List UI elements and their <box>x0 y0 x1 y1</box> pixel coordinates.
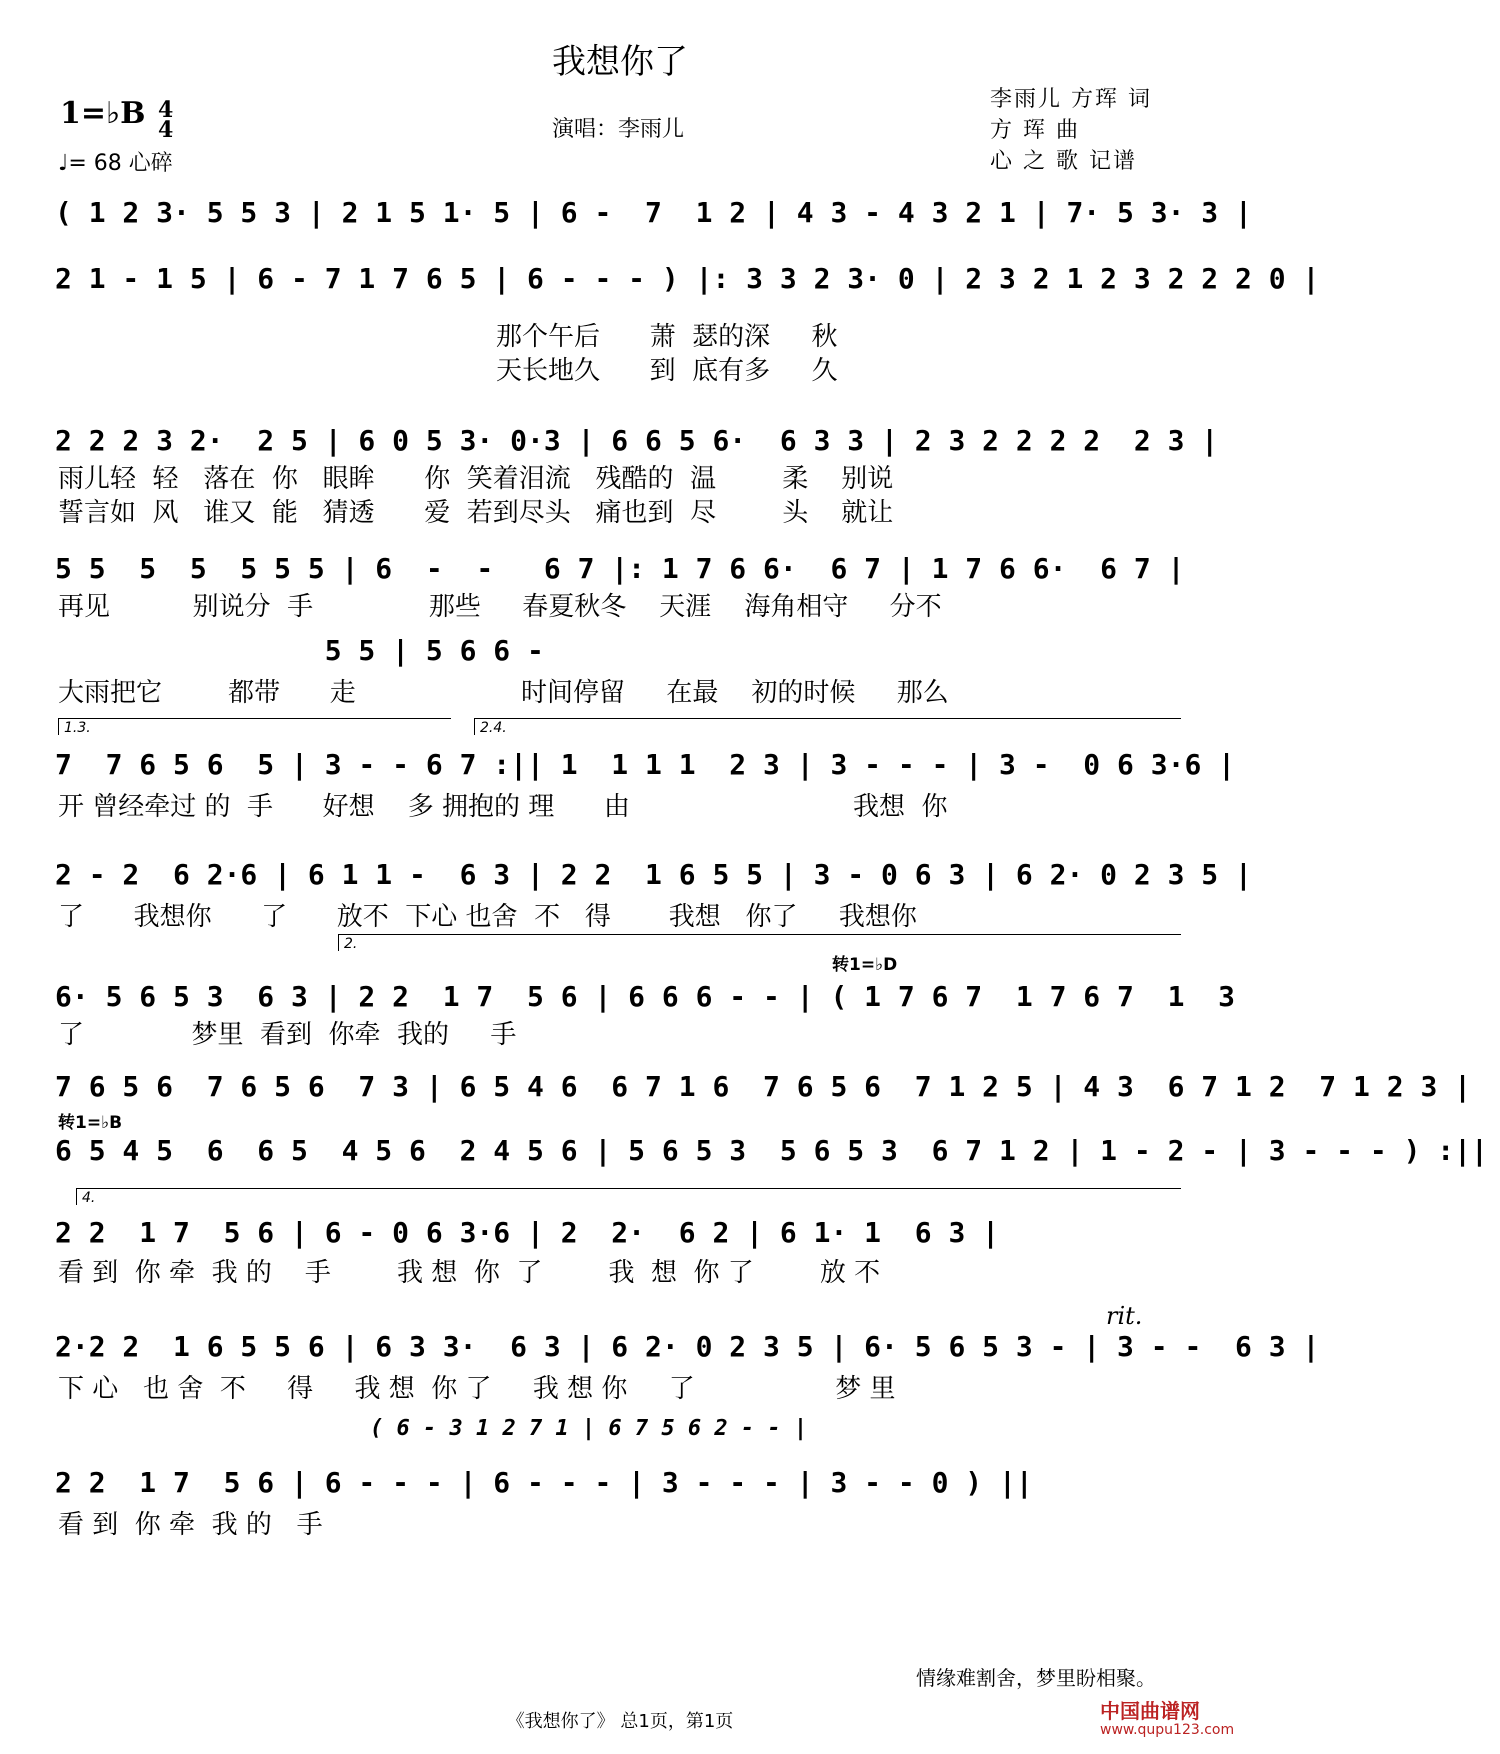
credits <box>990 84 1152 177</box>
credit-composer: 方 珲 曲 <box>990 118 1080 143</box>
staff-line-8: 7 6 5 6 7 6 5 6 7 3 | 6 5 4 6 6 7 1 6 7 6 5 6 7 1 2 5 | 4 3 6 7 1 2 7 1 2 3 | <box>55 1070 1472 1103</box>
closing-motto: 情缘难割舍，梦里盼相聚。 <box>916 1666 1156 1690</box>
lyric-line-11: 下 心 也 舍 不 得 我 想 你 了 我 想 你 了 梦 里 <box>58 1374 896 1404</box>
volta-4: 4. <box>82 1190 96 1206</box>
staff-line-9: 6 5 4 5 6 6 5 4 5 6 2 4 5 6 | 5 6 5 3 5 6 5 3 6 7 1 2 | 1 - 2 - | 3 - - - ) :|| <box>55 1134 1488 1167</box>
credit-transcriber: 心 之 歌 记谱 <box>990 149 1137 174</box>
volta-bracket-1 <box>58 718 451 735</box>
volta-2: 2.4. <box>480 720 507 736</box>
page-title: 我想你了 <box>552 42 688 82</box>
singer: 演唱：李雨儿 <box>552 117 685 142</box>
staff-line-3: 2 2 2 3 2· 2 5 | 6 0 5 3· 0·3 | 6 6 5 6· 6 3 3 | 2 3 2 2 2 2 2 3 | <box>55 424 1219 457</box>
lyric-line-10: 看 到 你 牵 我 的 手 我 想 你 了 我 想 你 了 放 不 <box>58 1258 881 1288</box>
staff-line-5: 7 7 6 5 6 5 | 3 - - 6 7 :|| 1 1 1 1 2 3 | 3 - - - | 3 - 0 6 3·6 | <box>55 748 1236 781</box>
volta-1: 1.3. <box>64 720 91 736</box>
modulation-marker-2: 转1=♭B <box>58 1113 123 1133</box>
lyric-line-2b: 天长地久 到 底有多 久 <box>58 356 838 386</box>
watermark-logo: 中国曲谱网 <box>1100 1699 1200 1723</box>
staff-line-4b: 5 5 | 5 6 6 - <box>55 634 544 667</box>
lyric-line-7: 了 梦里 看到 你牵 我的 手 <box>58 1020 517 1050</box>
tempo: ♩= 68 心碎 <box>58 151 173 176</box>
lyric-line-12: 看 到 你 牵 我 的 手 <box>58 1510 323 1540</box>
volta-bracket-4 <box>76 1188 1181 1205</box>
volta-bracket-3 <box>338 934 1181 951</box>
ritardando-marking: rit. <box>1106 1302 1143 1330</box>
time-signature <box>158 97 174 143</box>
lyric-line-2a: 那个午后 萧 瑟的深 秋 <box>58 322 838 352</box>
time-top: 4 <box>158 97 174 123</box>
staff-line-12: 2 2 1 7 5 6 | 6 - - - | 6 - - - | 3 - - - | 3 - - 0 ) || <box>55 1466 1033 1499</box>
lyric-line-3a: 雨儿轻 轻 落在 你 眼眸 你 笑着泪流 残酷的 温 柔 别说 <box>58 464 894 494</box>
lyric-line-4: 再见 别说分 手 那些 春夏秋冬 天涯 海角相守 分不 <box>58 592 942 622</box>
staff-line-10: 2 2 1 7 5 6 | 6 - 0 6 3·6 | 2 2· 6 2 | 6 1· 1 6 3 | <box>55 1216 1000 1249</box>
lyric-line-6: 了 我想你 了 放不 下心 也舍 不 得 我想 你了 我想你 <box>58 902 917 932</box>
lyric-line-3b: 誓言如 风 谁又 能 猜透 爱 若到尽头 痛也到 尽 头 就让 <box>58 498 894 528</box>
staff-line-12-cue: ( 6 - 3 1 2 7 1 | 6 7 5 6 2 - - | <box>370 1416 808 1441</box>
volta-3: 2. <box>344 936 358 952</box>
page-footer: 《我想你了》 总1页，第1页 <box>506 1711 734 1732</box>
lyric-line-4b: 大雨把它 都带 走 时间停留 在最 初的时候 那么 <box>58 678 949 708</box>
modulation-marker-1: 转1=♭D <box>832 955 898 975</box>
staff-line-6: 2 - 2 6 2·6 | 6 1 1 - 6 3 | 2 2 1 6 5 5 | 3 - 0 6 3 | 6 2· 0 2 3 5 | <box>55 858 1252 891</box>
lyric-line-5: 开 曾经牵过 的 手 好想 多 拥抱的 理 由 我想 你 <box>58 792 948 822</box>
staff-line-1: ( 1 2 3· 5 5 3 | 2 1 5 1· 5 | 6 - 7 1 2 | 4 3 - 4 3 2 1 | 7· 5 3· 3 | <box>55 196 1252 229</box>
watermark-url: www.qupu123.com <box>1100 1722 1235 1738</box>
credit-lyricist: 李雨儿 方珲 词 <box>990 87 1152 112</box>
staff-line-7: 6· 5 6 5 3 6 3 | 2 2 1 7 5 6 | 6 6 6 - - | ( 1 7 6 7 1 7 6 7 1 3 <box>55 980 1236 1013</box>
key-signature: 1=♭B <box>60 96 146 131</box>
staff-line-2: 2 1 - 1 5 | 6 - 7 1 7 6 5 | 6 - - - ) |: 3 3 2 3· 0 | 2 3 2 1 2 3 2 2 2 0 | <box>55 262 1320 295</box>
volta-bracket-2 <box>474 718 1181 735</box>
time-bottom: 4 <box>158 117 174 143</box>
staff-line-11: 2·2 2 1 6 5 5 6 | 6 3 3· 6 3 | 6 2· 0 2 3 5 | 6· 5 6 5 3 - | 3 - - 6 3 | <box>55 1330 1320 1363</box>
staff-line-4: 5 5 5 5 5 5 5 | 6 - - 6 7 |: 1 7 6 6· 6 7 | 1 7 6 6· 6 7 | <box>55 552 1185 585</box>
